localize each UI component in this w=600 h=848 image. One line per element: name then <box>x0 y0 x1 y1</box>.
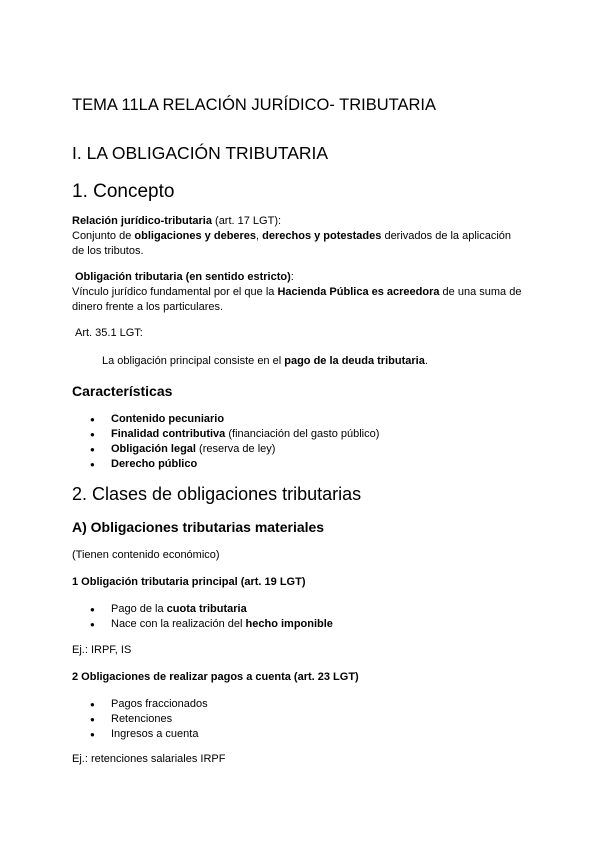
caracteristicas-heading: Características <box>72 383 173 399</box>
relacion-bold: obligaciones y deberes <box>134 230 257 242</box>
item-text: Pago de la <box>111 603 167 615</box>
obligacion-text: de una suma de <box>439 286 522 298</box>
item-bold: Obligación legal <box>111 443 196 455</box>
relacion-label: Relación jurídico-tributaria <box>72 215 212 227</box>
item-bold: hecho imponible <box>245 618 333 630</box>
list-item <box>72 412 379 427</box>
item-text: Nace con la realización del <box>111 618 246 630</box>
quote-line <box>102 354 428 369</box>
relacion-line-1 <box>72 214 511 229</box>
relacion-ref: (art. 17 LGT): <box>211 215 282 227</box>
obligacion-paragraph <box>72 270 521 315</box>
obligacion-line-3: dinero frente a los particulares. <box>72 301 224 313</box>
obligacion-text: Vínculo jurídico fundamental por el que la <box>72 286 278 298</box>
item-text: (financiación del gasto público) <box>225 428 380 440</box>
relacion-text: , <box>256 230 263 242</box>
article-reference: Art. 35.1 LGT: <box>75 327 143 339</box>
item-bold: cuota tributaria <box>166 603 247 615</box>
pagos-cuenta-heading: 2 Obligaciones de realizar pagos a cuenta (art. 23 LGT) <box>72 671 359 683</box>
document-title: TEMA 11LA RELACIÓN JURÍDICO- TRIBUTARIA <box>72 96 436 114</box>
relacion-line-3: de los tributos. <box>72 245 144 257</box>
principal-example: Ej.: IRPF, IS <box>72 644 132 656</box>
relacion-bold: derechos y potestades <box>262 230 382 242</box>
item-bold: Finalidad contributiva <box>111 428 226 440</box>
list-item <box>72 602 333 617</box>
item-bold: Contenido pecuniario <box>111 413 225 425</box>
relacion-text: derivados de la aplicación <box>381 230 512 242</box>
quote-bold: pago de la deuda tributaria <box>284 355 425 367</box>
obligacion-bold: Hacienda Pública es acreedora <box>277 286 440 298</box>
principal-list <box>72 602 333 632</box>
list-item <box>72 457 379 472</box>
obligacion-line-1 <box>72 270 521 285</box>
relacion-text: Conjunto de <box>72 230 135 242</box>
item-text: (reserva de ley) <box>195 443 276 455</box>
obligacion-label: Obligación tributaria (en sentido estricto) <box>75 271 291 283</box>
relacion-line-2 <box>72 229 511 244</box>
quote-text: La obligación principal consiste en el <box>102 355 285 367</box>
caracteristicas-list <box>72 412 379 472</box>
clases-heading: 2. Clases de obligaciones tributarias <box>72 484 362 504</box>
principal-heading: 1 Obligación tributaria principal (art. 19 LGT) <box>72 576 306 588</box>
section-heading: I. LA OBLIGACIÓN TRIBUTARIA <box>72 143 329 163</box>
obligacion-colon: : <box>290 271 294 283</box>
list-item: ● Pagos fraccionados <box>72 697 208 712</box>
obligacion-line-2 <box>72 285 521 300</box>
list-item: ● Retenciones <box>72 712 208 727</box>
quote-end: . <box>424 355 428 367</box>
pagos-cuenta-example: Ej.: retenciones salariales IRPF <box>72 753 226 765</box>
materiales-heading: A) Obligaciones tributarias materiales <box>72 519 325 535</box>
materiales-note: (Tienen contenido económico) <box>72 549 220 561</box>
list-item <box>72 617 333 632</box>
concepto-heading: 1. Concepto <box>72 181 175 202</box>
list-item: ● Ingresos a cuenta <box>72 727 208 742</box>
pagos-cuenta-list <box>72 697 208 742</box>
relacion-paragraph <box>72 214 511 259</box>
item-bold: Derecho público <box>111 458 198 470</box>
list-item <box>72 442 379 457</box>
list-item <box>72 427 379 442</box>
